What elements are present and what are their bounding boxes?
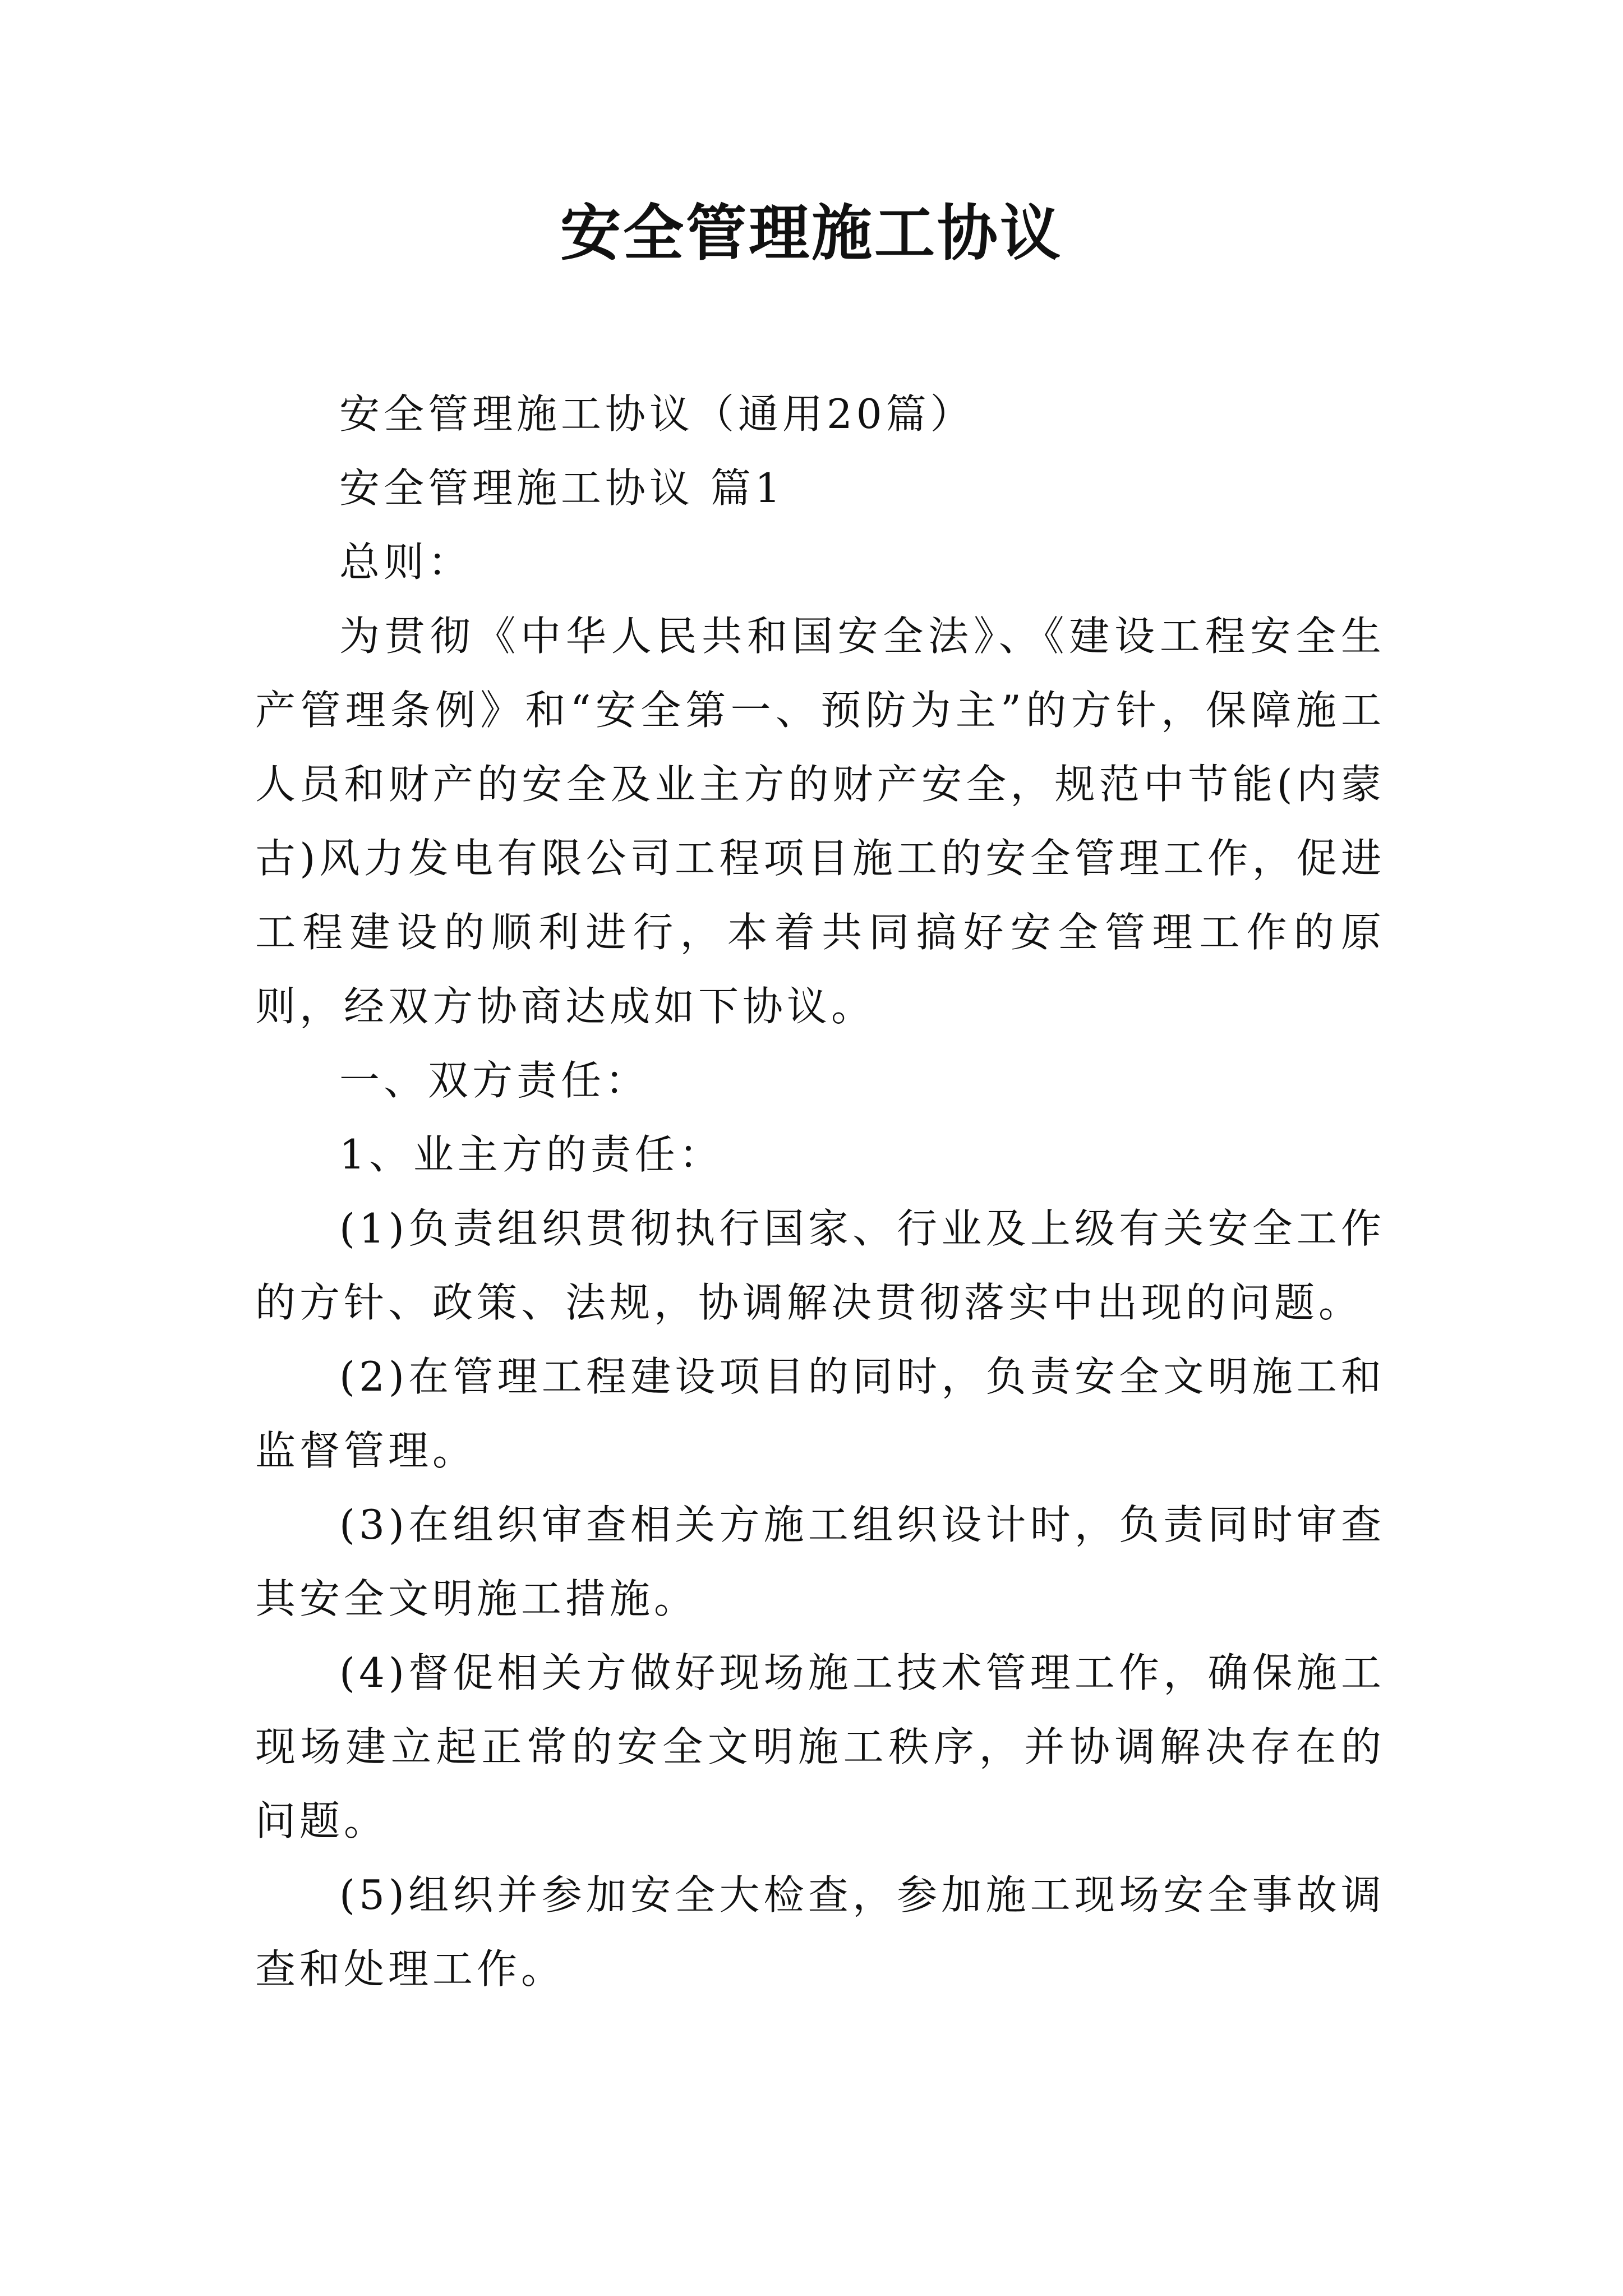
section-heading: 安全管理施工协议 篇1 [339, 464, 785, 512]
list-item: (3)在组织审查相关方施工组织设计时，负责同时审查其安全文明施工措施。 [255, 1501, 1385, 1622]
document-body [255, 377, 1385, 2006]
document-title: 安全管理施工协议 [560, 199, 1063, 269]
list-item: (2)在管理工程建设项目的同时，负责安全文明施工和监督管理。 [255, 1353, 1385, 1474]
general-heading: 总则： [339, 539, 473, 586]
subclause-heading: 1、业主方的责任： [339, 1131, 723, 1178]
list-item: (4)督促相关方做好现场施工技术管理工作，确保施工现场建立起正常的安全文明施工秩序，并协调解决存在的问题。 [255, 1649, 1385, 1844]
subtitle-paragraph: 安全管理施工协议（通用20篇） [339, 390, 975, 438]
clause-heading: 一、双方责任： [339, 1057, 650, 1104]
list-item: (5)组织并参加安全大检查，参加施工现场安全事故调查和处理工作。 [255, 1871, 1385, 1993]
list-item: (1)负责组织贯彻执行国家、行业及上级有关安全工作的方针、政策、法规，协调解决贯彻落实中出现的问题。 [255, 1205, 1385, 1326]
body-paragraph: 为贯彻《中华人民共和国安全法》、《建设工程安全生产管理条例》和“安全第一、预防为主”的方针，保障施工人员和财产的安全及业主方的财产安全，规范中节能(内蒙古)风力发电有限公司工程项目施工的安全管理工作，促进工程建设的顺利进行，本着共同搞好安全管理工作的原则，经双方协商达成如下协议。 [255, 613, 1385, 1030]
